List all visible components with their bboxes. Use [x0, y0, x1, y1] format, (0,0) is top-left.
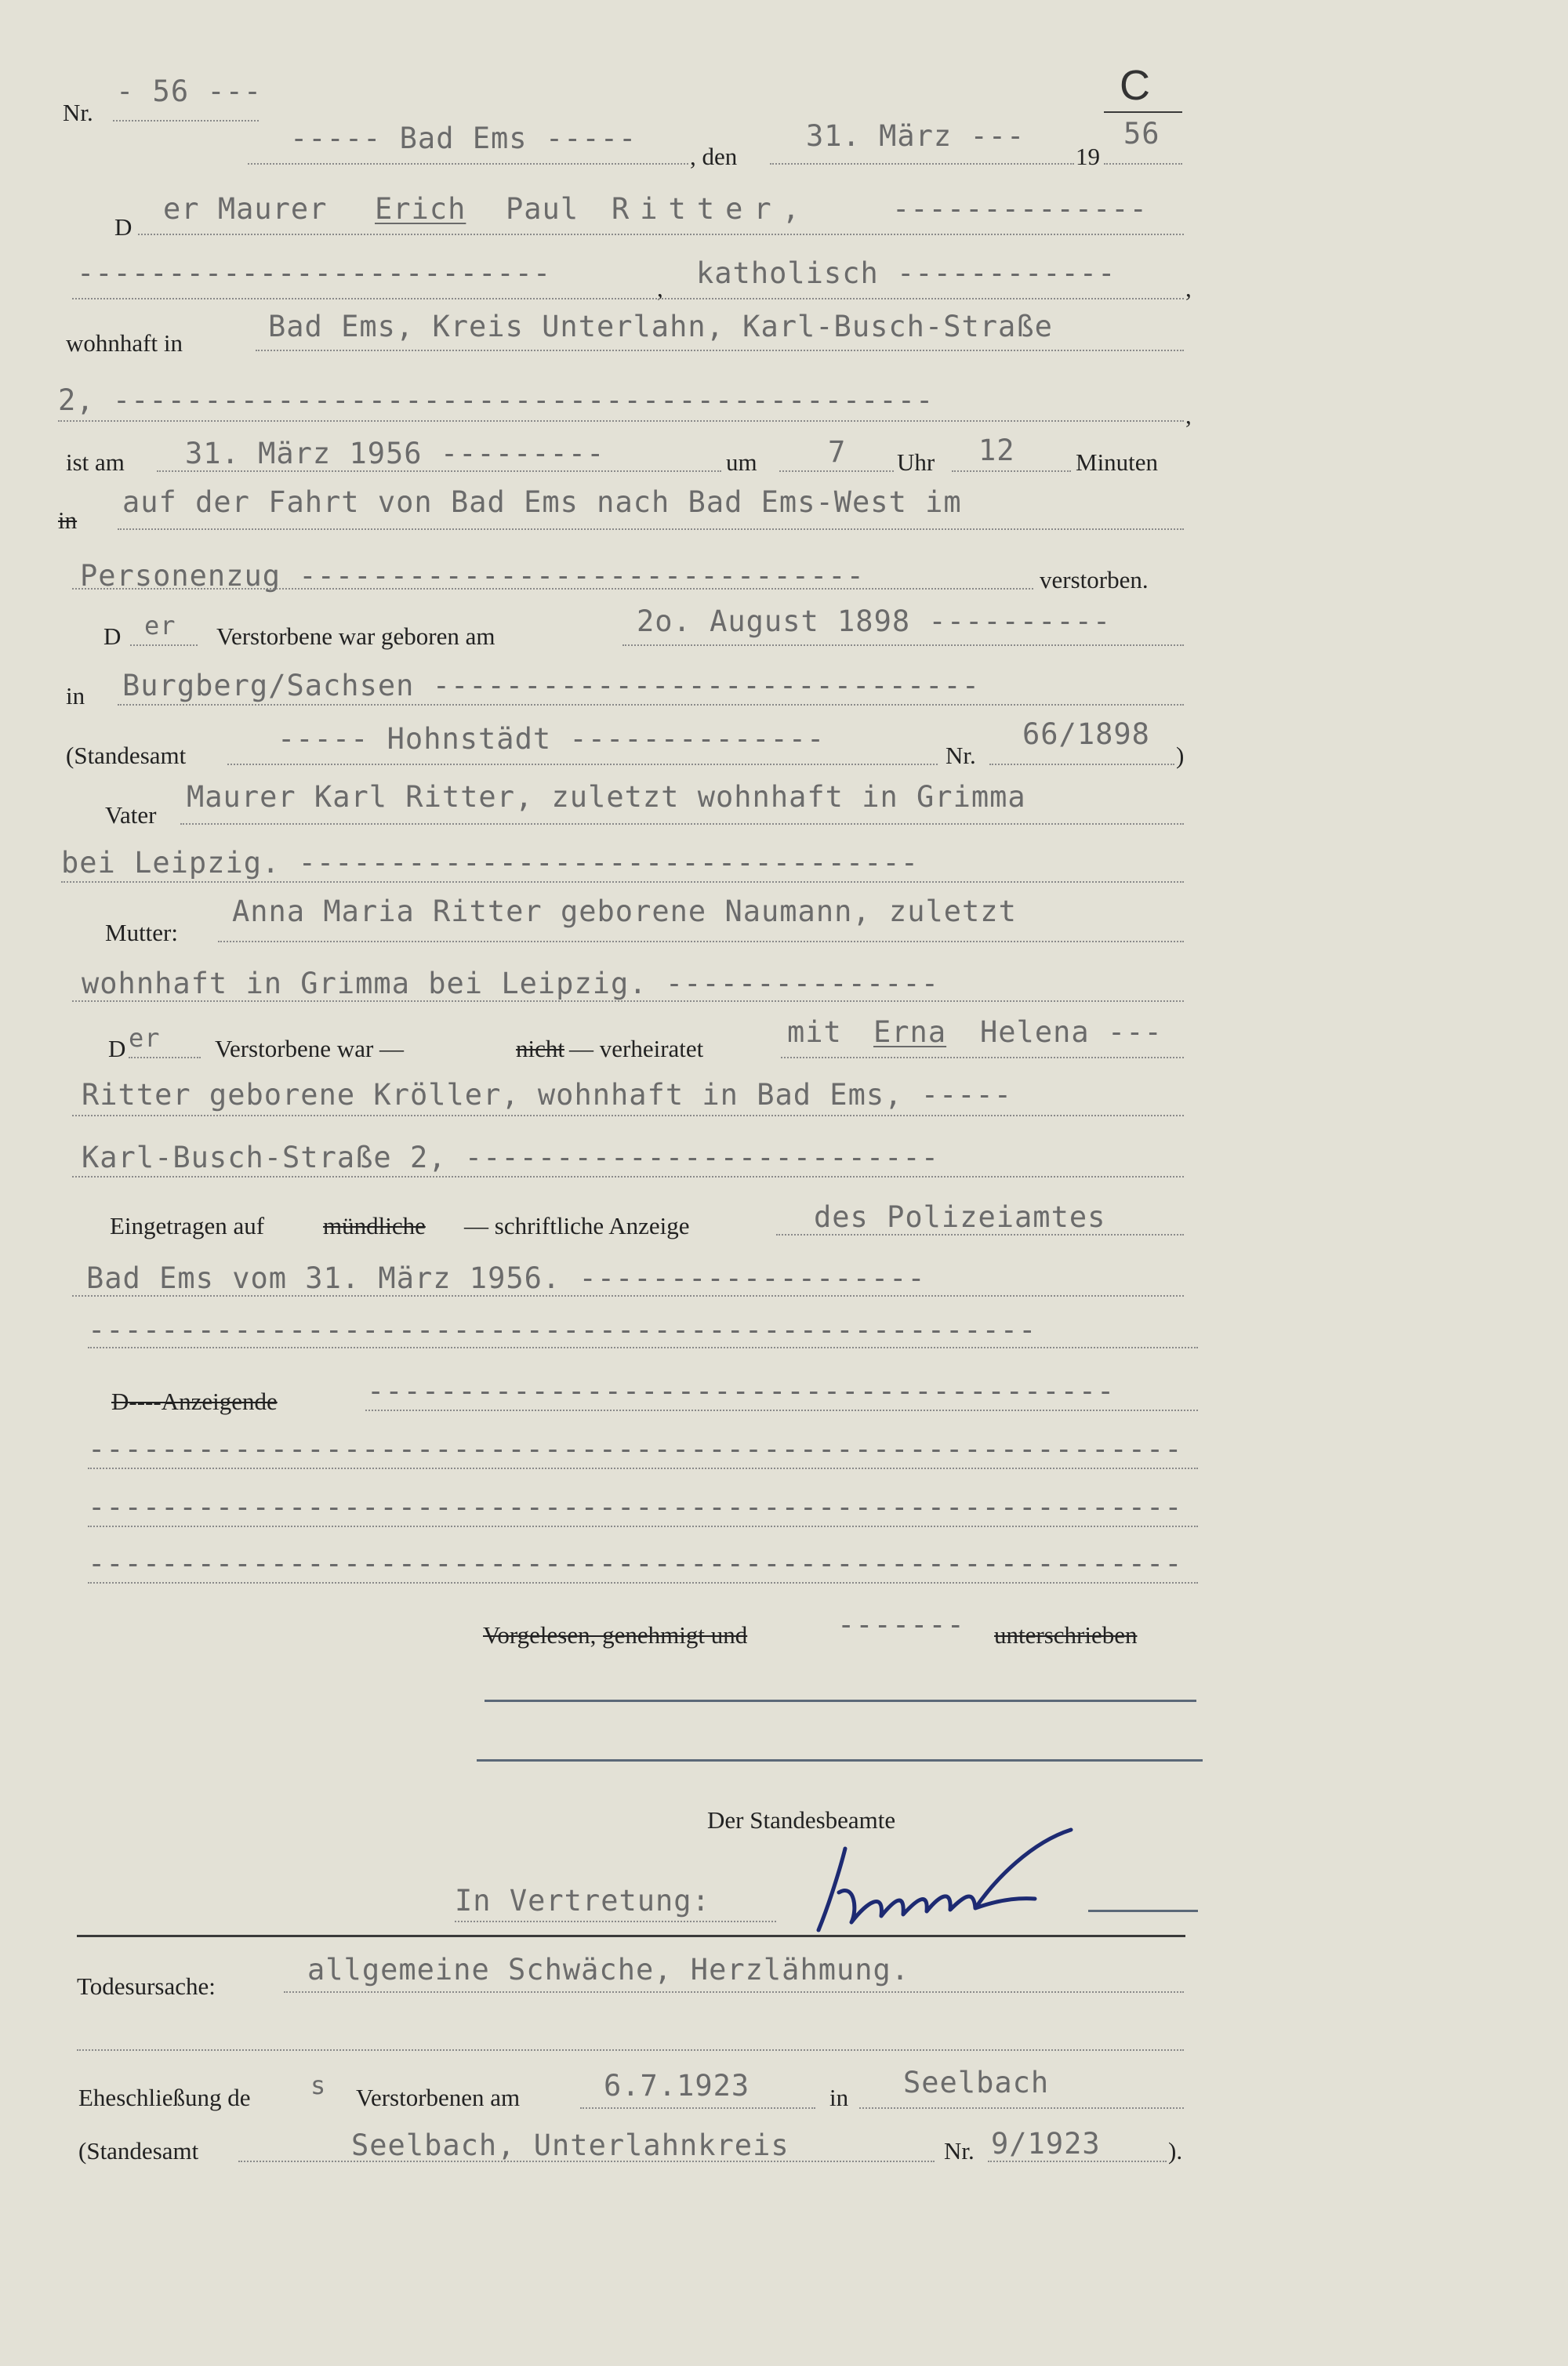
vater-label: Vater — [105, 801, 157, 829]
date-value: 31. März --- — [806, 119, 1025, 153]
name-dotted-line — [138, 234, 1184, 235]
spouse-dotted-line3 — [72, 1176, 1184, 1178]
birth-d-dotted-line — [130, 644, 198, 646]
registration-label-pre: Eingetragen auf — [110, 1212, 265, 1239]
spouse-first-name: Erna — [873, 1015, 947, 1049]
death-place-line1: auf der Fahrt von Bad Ems nach Bad Ems-West im — [122, 485, 962, 519]
religion-value: katholisch ------------ — [696, 256, 1116, 290]
vater-line1: Maurer Karl Ritter, zuletzt wohnhaft in Grimma — [187, 780, 1026, 814]
vater-dotted-line2 — [61, 881, 1184, 883]
anzeigende-dotted-line1 — [365, 1410, 1198, 1411]
registration-dotted-line2 — [72, 1295, 1184, 1297]
deceased-line2-dashes: -------------------------- — [77, 256, 552, 290]
registration-value3: ---------------------------------------------------- — [88, 1313, 1037, 1347]
registration-value2: Bad Ems vom 31. März 1956. ------------------- — [86, 1261, 926, 1295]
marriage-standesamt-dotted-line — [238, 2161, 935, 2162]
d-prefix: D — [114, 213, 132, 241]
address-dotted-line2 — [58, 420, 1184, 422]
corner-number: 56 — [1123, 117, 1160, 151]
in-vertretung-label: In Vertretung: — [455, 1884, 710, 1918]
marriage-nr-label: Nr. — [944, 2137, 975, 2165]
marriage-place: Seelbach — [903, 2066, 1050, 2099]
birth-nr-value: 66/1898 — [1022, 717, 1150, 751]
spouse-dotted-line1 — [781, 1057, 1184, 1058]
nr-label: Nr. — [63, 99, 93, 126]
birth-standesamt-label: (Standesamt — [66, 742, 187, 769]
registration-muendliche: mündliche — [323, 1212, 426, 1239]
birth-d-prefix: D — [103, 622, 122, 650]
status-d-suffix: er — [129, 1023, 161, 1053]
anzeigende-dotted-line2 — [88, 1468, 1198, 1469]
anzeigende-dotted-line4 — [88, 1582, 1198, 1584]
date-dotted-line — [770, 163, 1074, 165]
year-dotted-line — [1104, 163, 1182, 165]
eheschliessung-label-post: Verstorbenen am — [356, 2084, 521, 2111]
deceased-surname: Ritter, — [612, 192, 811, 226]
birth-in-label: in — [66, 682, 85, 709]
vater-line2: bei Leipzig. ---------------------------------- — [61, 846, 919, 880]
place-dotted-line — [248, 163, 688, 165]
minutes-dotted-line — [952, 470, 1071, 472]
anzeigende-dashes3: ------------------------------------------------------------ — [88, 1490, 1183, 1524]
status-d-prefix: D — [108, 1035, 126, 1062]
entry-number: - 56 --- — [116, 74, 263, 108]
cause-label: Todesursache: — [77, 1972, 216, 2000]
birth-place-dotted-line — [118, 704, 1184, 706]
address-line1: Bad Ems, Kreis Unterlahn, Karl-Busch-Straße — [268, 310, 1053, 343]
registration-dotted-line3 — [88, 1347, 1198, 1348]
marriage-standesamt: Seelbach, Unterlahnkreis — [351, 2128, 789, 2162]
birth-date-dotted-line — [622, 644, 1184, 646]
corner-divider — [1104, 111, 1182, 113]
signature-line-2 — [477, 1759, 1203, 1762]
birth-place: Burgberg/Sachsen ------------------------------ — [122, 669, 980, 702]
mutter-line2: wohnhaft in Grimma bei Leipzig. --------------- — [82, 967, 939, 1000]
unterschrieben-label: unterschrieben — [994, 1621, 1138, 1649]
religion-dotted-line — [72, 298, 1184, 299]
death-place-line2: Personenzug ------------------------------- — [80, 559, 865, 593]
marriage-in-label: in — [829, 2084, 849, 2111]
birth-standesamt-dotted-line — [227, 764, 938, 765]
registration-value1: des Polizeiamtes — [814, 1200, 1106, 1234]
wohnhaft-label: wohnhaft in — [66, 329, 183, 357]
status-label-pre: Verstorbene war — — [215, 1035, 405, 1062]
religion-comma: , — [1185, 274, 1192, 302]
deceased-line1-pre: er Maurer — [163, 192, 328, 226]
address-dotted-line1 — [256, 350, 1184, 351]
verstorben-label: verstorben. — [1040, 566, 1149, 593]
vorgelesen-label: Vorgelesen, genehmigt und — [483, 1621, 748, 1649]
marriage-date: 6.7.1923 — [604, 2069, 750, 2103]
death-hour: 7 — [828, 435, 847, 469]
uhr-label: Uhr — [897, 448, 935, 476]
hour-dotted-line — [779, 470, 894, 472]
deceased-first-name: Erich — [375, 192, 466, 226]
anzeigende-dashes4: ------------------------------------------------------------ — [88, 1547, 1183, 1580]
birth-date: 2o. August 1898 ---------- — [637, 604, 1112, 638]
vorgelesen-dashes: ------- — [837, 1608, 965, 1642]
registration-dotted-line1 — [776, 1234, 1184, 1236]
marriage-nr-dotted-line — [988, 2161, 1167, 2162]
cause-value: allgemeine Schwäche, Herzlähmung. — [307, 1953, 910, 1987]
anzeigende-dashes2: ------------------------------------------------------------ — [88, 1432, 1183, 1466]
death-date-dotted-line — [157, 470, 721, 472]
spouse-line2: Ritter geborene Kröller, wohnhaft in Bad Ems, ----- — [82, 1078, 1013, 1112]
cause-dotted-line1 — [284, 1991, 1184, 1993]
section-divider — [77, 1935, 1185, 1937]
marriage-place-dotted-line — [859, 2107, 1184, 2109]
anzeigende-dotted-line3 — [88, 1526, 1198, 1527]
eheschliessung-label-s: s — [310, 2070, 327, 2100]
mutter-label: Mutter: — [105, 919, 178, 946]
birth-d-suffix: er — [144, 611, 176, 640]
um-label: um — [726, 448, 757, 476]
nr-dotted-line — [113, 120, 259, 122]
place-value: ----- Bad Ems ----- — [290, 122, 637, 155]
birth-nr-label: Nr. — [946, 742, 976, 769]
deceased-second-name: Paul — [506, 192, 579, 226]
birth-standesamt: ----- Hohnstädt -------------- — [278, 722, 826, 756]
marriage-standesamt-label: (Standesamt — [78, 2137, 199, 2165]
standesbeamte-label: Der Standesbeamte — [707, 1806, 896, 1834]
marriage-date-dotted-line — [580, 2107, 815, 2109]
minuten-label: Minuten — [1076, 448, 1159, 476]
death-minutes: 12 — [978, 434, 1015, 467]
mutter-dotted-line2 — [72, 1000, 1184, 1002]
ist-am-label: ist am — [66, 448, 125, 476]
marriage-nr-value: 9/1923 — [991, 2127, 1101, 2161]
address-line2: 2, --------------------------------------------- — [58, 383, 935, 417]
marriage-nr-close: ). — [1168, 2137, 1183, 2165]
spouse-line1-pre: mit — [787, 1015, 842, 1049]
birth-label: Verstorbene war geboren am — [216, 622, 495, 650]
status-d-dotted-line — [129, 1057, 201, 1058]
mutter-dotted-line1 — [218, 941, 1184, 942]
religion-separator: , — [657, 274, 663, 302]
mutter-line1: Anna Maria Ritter geborene Naumann, zuletzt — [232, 895, 1017, 928]
birth-nr-dotted-line — [989, 764, 1174, 765]
death-date: 31. März 1956 --------- — [185, 437, 605, 470]
address-comma: , — [1185, 401, 1192, 429]
cause-dotted-line2 — [77, 2049, 1184, 2051]
anzeigende-dashes1: ----------------------------------------- — [367, 1374, 1116, 1408]
status-label-post: — verheiratet — [569, 1035, 704, 1062]
death-place-dotted-line1 — [118, 528, 1184, 530]
anzeigende-label: D----Anzeigende — [111, 1388, 278, 1415]
spouse-line3: Karl-Busch-Straße 2, -------------------------- — [82, 1141, 939, 1174]
vertretung-dotted-line — [455, 1921, 776, 1922]
year-prefix: 19 — [1076, 143, 1100, 170]
eheschliessung-label-pre: Eheschließung de — [78, 2084, 251, 2111]
death-place-dotted-line2 — [72, 588, 1033, 590]
status-nicht: nicht — [516, 1035, 564, 1062]
birth-nr-close: ) — [1176, 742, 1185, 769]
standesbeamte-signature — [808, 1827, 1090, 1944]
den-label: , den — [690, 143, 738, 170]
corner-letter: C — [1120, 62, 1150, 109]
spouse-line1-post: Helena --- — [980, 1015, 1163, 1049]
registration-label-post: — schriftliche Anzeige — [464, 1212, 690, 1239]
vater-dotted-line1 — [180, 823, 1184, 825]
signature-flourish-line — [1088, 1910, 1198, 1912]
death-in-label: in — [58, 506, 78, 534]
signature-line-1 — [485, 1700, 1196, 1702]
deceased-line1-dashes: -------------- — [892, 192, 1148, 226]
spouse-dotted-line2 — [72, 1115, 1184, 1116]
